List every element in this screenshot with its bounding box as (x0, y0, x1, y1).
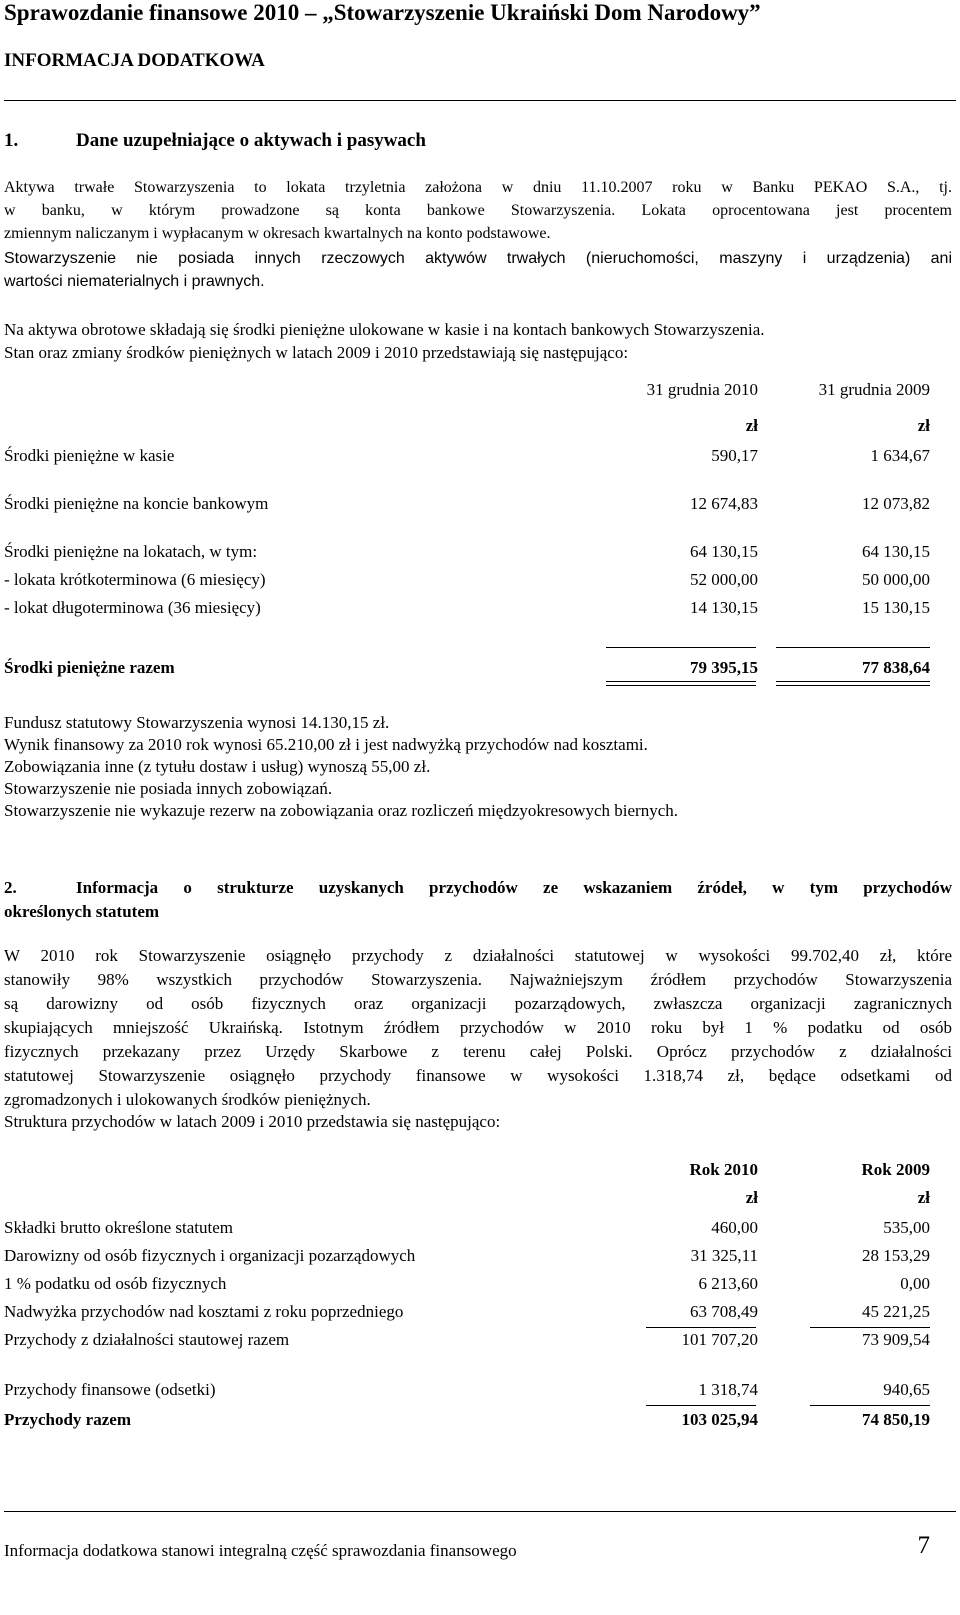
table2-total-2009: 74 850,19 (862, 1410, 930, 1429)
table-cell-2010: 101 707,20 (681, 1330, 758, 1349)
paragraph-line: Stowarzyszenie nie posiada innych rzeczowych aktywów trwałych (nieruchomości, maszyny i urządzenia) ani (4, 250, 952, 267)
note-line: Stowarzyszenie nie wykazuje rezerw na zobowiązania oraz rozliczeń międzyokresowych biernych. (4, 801, 679, 820)
section1-paragraph-1b (4, 247, 952, 293)
table-cell-2009: 0,00 (900, 1274, 930, 1293)
table2-col-2010-header: Rok 2010 (689, 1160, 758, 1179)
table2-fin-rule-2009 (810, 1405, 930, 1406)
section1-title: Dane uzupełniające o aktywach i pasywach (76, 130, 426, 151)
table1-total-2009: 77 838,64 (862, 658, 930, 677)
table1-unit-2010: zł (745, 416, 758, 435)
page-number: 7 (917, 1532, 930, 1559)
table1-col-2010-header: 31 grudnia 2010 (646, 380, 758, 399)
note-line: Zobowiązania inne (z tytułu dostaw i usług) wynoszą 55,00 zł. (4, 757, 431, 776)
table-cell-2010: 590,17 (711, 446, 758, 465)
table-cell-2010: 6 213,60 (698, 1274, 758, 1293)
table1-col-2009-header: 31 grudnia 2009 (818, 380, 930, 399)
table-cell-2009: 64 130,15 (862, 542, 930, 561)
section2-title-line2: określonych statutem (4, 902, 160, 921)
table-cell-2009: 535,00 (883, 1218, 930, 1237)
table-cell-2010: 460,00 (711, 1218, 758, 1237)
table-row-label: Środki pieniężne w kasie (4, 446, 175, 465)
table2-total-2010: 103 025,94 (681, 1410, 758, 1429)
table-cell-2009: 28 153,29 (862, 1246, 930, 1265)
table1-total-label: Środki pieniężne razem (4, 658, 175, 677)
table-row-label: - lokat długoterminowa (36 miesięcy) (4, 598, 261, 617)
table-row-label: - lokata krótkoterminowa (6 miesięcy) (4, 570, 266, 589)
paragraph-line: statutowej Stowarzyszenie osiągnęło przychody finansowe w wysokości 1.318,74 zł, będące odsetkami od (4, 1066, 952, 1085)
table2-unit-2009: zł (917, 1188, 930, 1207)
table-row-label: Składki brutto określone statutem (4, 1218, 233, 1237)
section1-number: 1. (4, 130, 19, 151)
paragraph-line: są darowizny od osób fizycznych oraz organizacji pozarządowych, zwłaszcza organizacji zagranicznych (4, 994, 952, 1013)
table2-unit-2010: zł (745, 1188, 758, 1207)
table-row-label: Darowizny od osób fizycznych i organizacji pozarządowych (4, 1246, 416, 1265)
paragraph-line: Stan oraz zmiany środków pieniężnych w latach 2009 i 2010 przedstawiają się następująco: (4, 343, 629, 362)
note-line: Fundusz statutowy Stowarzyszenia wynosi 14.130,15 zł. (4, 713, 390, 732)
table-cell-2010: 12 674,83 (690, 494, 758, 513)
table1-sum-rule-2009 (776, 647, 930, 648)
table-cell-2009: 73 909,54 (862, 1330, 930, 1349)
section1-heading (4, 130, 426, 152)
table2-sub-rule-2009 (810, 1327, 930, 1328)
paragraph-line: zgromadzonych i ulokowanych środków pieniężnych. (4, 1090, 371, 1109)
section1-notes (4, 712, 952, 822)
table2-total-label: Przychody razem (4, 1410, 131, 1429)
table-row-label: Nadwyżka przychodów nad kosztami z roku poprzedniego (4, 1302, 404, 1321)
paragraph-line: wartości niematerialnych i prawnych. (4, 273, 265, 290)
table-cell-2009: 12 073,82 (862, 494, 930, 513)
table1-total-double-rule-2009 (776, 681, 930, 686)
table1-total-2010: 79 395,15 (690, 658, 758, 677)
table-cell-2009: 1 634,67 (870, 446, 930, 465)
paragraph-line: Aktywa trwałe Stowarzyszenia to lokata trzyletnia założona w dniu 11.10.2007 roku w Banku PEKAO S.A., tj. (4, 179, 952, 196)
document-title: Sprawozdanie finansowe 2010 – „Stowarzyszenie Ukraiński Dom Narodowy” (4, 0, 761, 25)
table2-col-2009-header: Rok 2009 (861, 1160, 930, 1179)
table-cell-2010: 52 000,00 (690, 570, 758, 589)
table-row-label: Środki pieniężne na koncie bankowym (4, 494, 269, 513)
table2-sub-rule-2010 (646, 1327, 756, 1328)
paragraph-line: W 2010 rok Stowarzyszenie osiągnęło przychody z działalności statutowej w wysokości 99.702,40 zł, które (4, 946, 952, 965)
table-row-label: 1 % podatku od osób fizycznych (4, 1274, 227, 1293)
table2-fin-rule-2010 (646, 1405, 756, 1406)
table1-unit-2009: zł (917, 416, 930, 435)
table-cell-2010: 1 318,74 (698, 1380, 758, 1399)
table-cell-2009: 15 130,15 (862, 598, 930, 617)
table-row-label: Przychody z działalności stautowej razem (4, 1330, 290, 1349)
section1-paragraph-1 (4, 176, 952, 245)
section2-number: 2. (4, 878, 17, 897)
paragraph-line: w banku, w którym prowadzone są konta bankowe Stowarzyszenia. Lokata oprocentowana jest procentem (4, 202, 952, 219)
table-cell-2009: 50 000,00 (862, 570, 930, 589)
paragraph-line: stanowiły 98% wszystkich przychodów Stowarzyszenia. Najważniejszym źródłem przychodów Stowarzyszenia (4, 970, 952, 989)
section2-table-intro: Struktura przychodów w latach 2009 i 2010 przedstawia się następująco: (4, 1112, 501, 1131)
header-rule (4, 100, 956, 101)
note-line: Stowarzyszenie nie posiada innych zobowiązań. (4, 779, 333, 798)
table-cell-2010: 14 130,15 (690, 598, 758, 617)
paragraph-line: skupiających mniejszość Ukraińską. Istotnym źródłem przychodów w 2010 roku był 1 % podatku od osób (4, 1018, 952, 1037)
table-cell-2010: 64 130,15 (690, 542, 758, 561)
paragraph-line: Na aktywa obrotowe składają się środki pieniężne ulokowane w kasie i na kontach bankowych Stowarzyszenia. (4, 320, 765, 339)
document-subtitle: INFORMACJA DODATKOWA (4, 50, 265, 71)
section1-paragraph-2 (4, 318, 952, 364)
paragraph-line: fizycznych przekazany przez Urzędy Skarbowe z terenu całej Polski. Oprócz przychodów z działalności (4, 1042, 952, 1061)
table-cell-2009: 940,65 (883, 1380, 930, 1399)
table-row-label: Przychody finansowe (odsetki) (4, 1380, 216, 1399)
section2-heading (4, 876, 952, 924)
footer-text: Informacja dodatkowa stanowi integralną część sprawozdania finansowego (4, 1541, 517, 1560)
table-cell-2010: 63 708,49 (690, 1302, 758, 1321)
section2-paragraph (4, 944, 952, 1112)
table-row-label: Środki pieniężne na lokatach, w tym: (4, 542, 258, 561)
paragraph-line: zmiennym naliczanym i wypłacanym w okresach kwartalnych na konto podstawowe. (4, 225, 551, 242)
section2-title-line1: Informacja o strukturze uzyskanych przychodów ze wskazaniem źródeł, w tym przychodów (76, 878, 952, 897)
table1-total-double-rule-2010 (606, 681, 756, 686)
table1-sum-rule-2010 (606, 647, 756, 648)
table-cell-2009: 45 221,25 (862, 1302, 930, 1321)
note-line: Wynik finansowy za 2010 rok wynosi 65.210,00 zł i jest nadwyżką przychodów nad kosztami. (4, 735, 648, 754)
table-cell-2010: 31 325,11 (690, 1246, 758, 1265)
footer-rule (4, 1511, 956, 1512)
